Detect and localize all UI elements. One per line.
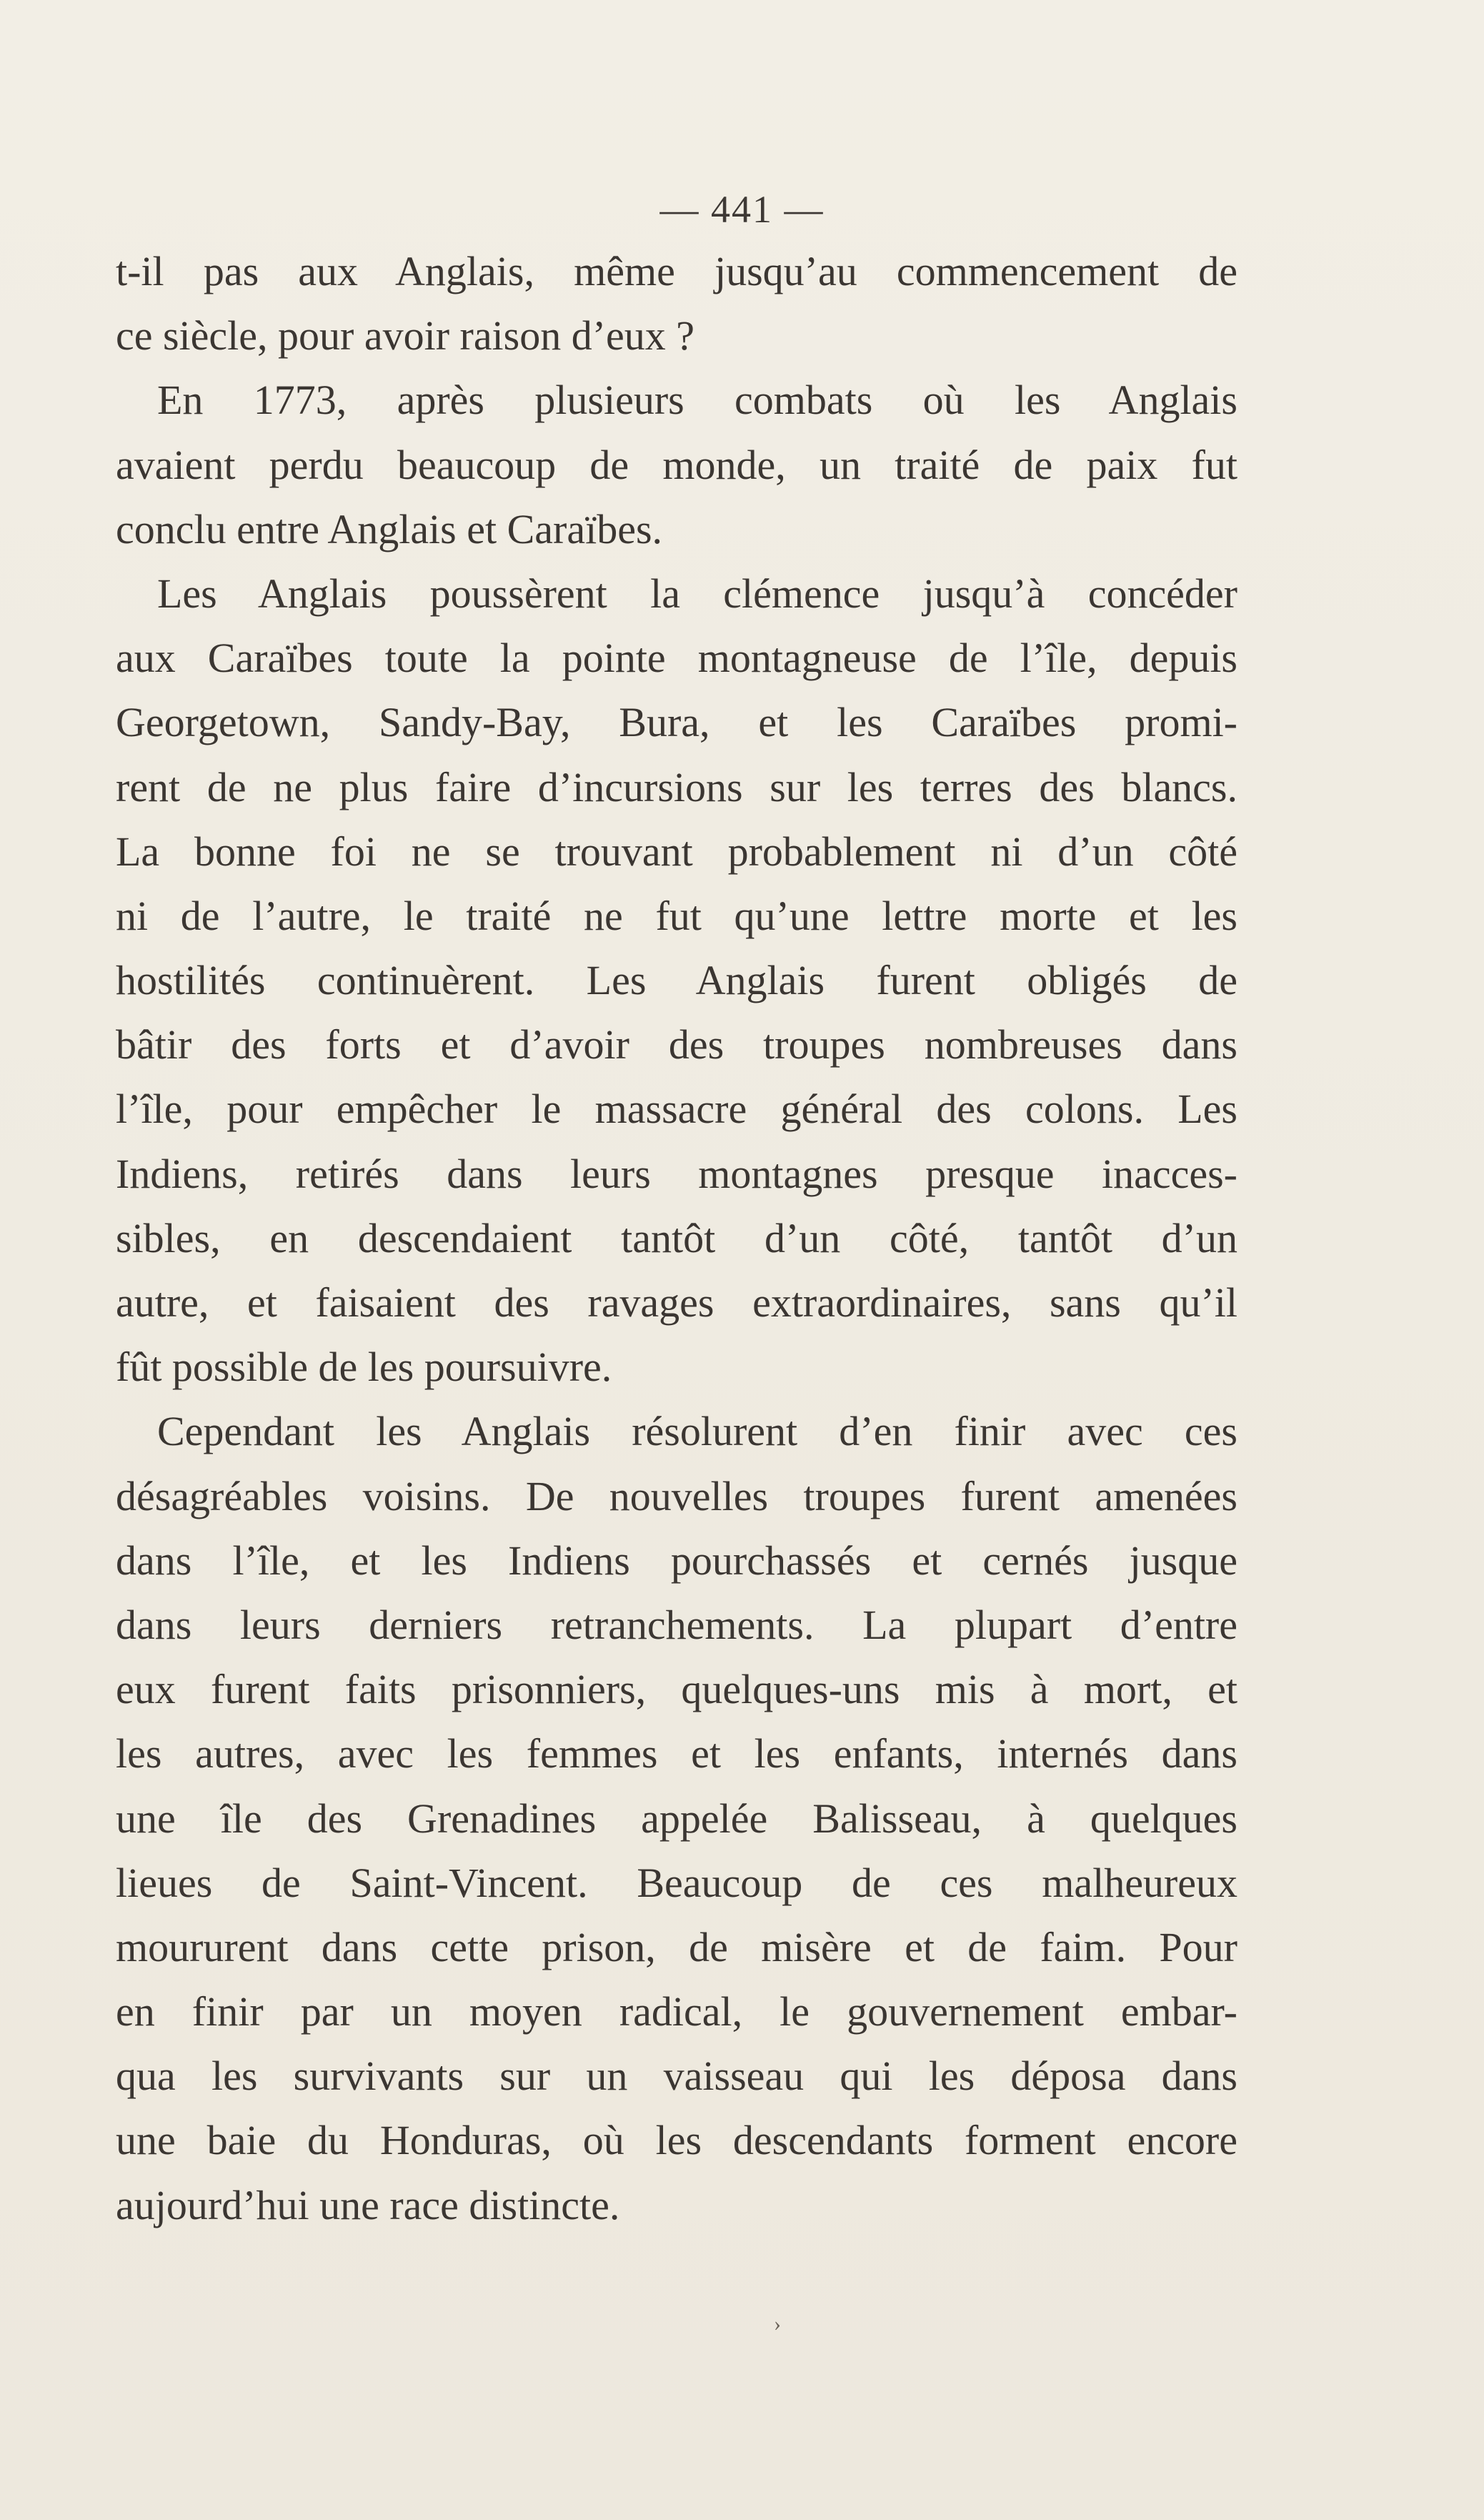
text-line: La bonne foi ne se trouvant probablement ni d’un côté bbox=[116, 828, 1238, 875]
text-line: désagréables voisins. De nouvelles troupes furent amenées bbox=[116, 1472, 1238, 1519]
text-line: eux furent faits prisonniers, quelques-uns mis à mort, et bbox=[116, 1666, 1238, 1713]
text-line: conclu entre Anglais et Caraïbes. bbox=[116, 505, 663, 552]
text-line: autre, et faisaient des ravages extraordinaires, sans qu’il bbox=[116, 1279, 1238, 1326]
text-line: dans l’île, et les Indiens pourchassés et cernés jusque bbox=[116, 1537, 1238, 1584]
text-line: qua les survivants sur un vaisseau qui les déposa dans bbox=[116, 2053, 1238, 2100]
text-line: ni de l’autre, le traité ne fut qu’une lettre morte et les bbox=[116, 892, 1238, 939]
text-line: avaient perdu beaucoup de monde, un traité de paix fut bbox=[116, 441, 1238, 488]
text-line: en finir par un moyen radical, le gouvernement embar- bbox=[116, 1988, 1238, 2035]
text-line: fût possible de les poursuivre. bbox=[116, 1344, 612, 1391]
text-line: moururent dans cette prison, de misère et de faim. Pour bbox=[116, 1923, 1238, 1970]
text-line: sibles, en descendaient tantôt d’un côté, tantôt d’un bbox=[116, 1214, 1238, 1261]
text-line: hostilités continuèrent. Les Anglais furent obligés de bbox=[116, 957, 1238, 1004]
text-line: lieues de Saint-Vincent. Beaucoup de ces malheureux bbox=[116, 1859, 1238, 1906]
text-line: ce siècle, pour avoir raison d’eux ? bbox=[116, 312, 695, 359]
text-line: En 1773, après plusieurs combats où les Anglais bbox=[157, 377, 1238, 424]
text-line: aujourd’hui une race distincte. bbox=[116, 2181, 620, 2228]
text-line: dans leurs derniers retranchements. La plupart d’entre bbox=[116, 1601, 1238, 1648]
text-line: bâtir des forts et d’avoir des troupes nombreuses dans bbox=[116, 1021, 1238, 1068]
text-line: les autres, avec les femmes et les enfants, internés dans bbox=[116, 1730, 1238, 1777]
text-line: t-il pas aux Anglais, même jusqu’au commencement de bbox=[116, 248, 1238, 294]
text-line: l’île, pour empêcher le massacre général des colons. Les bbox=[116, 1086, 1238, 1133]
text-line: une île des Grenadines appelée Balisseau, à quelques bbox=[116, 1795, 1238, 1842]
text-line: Georgetown, Sandy-Bay, Bura, et les Caraïbes promi- bbox=[116, 699, 1238, 746]
print-mark: › bbox=[774, 2312, 781, 2336]
text-line: Indiens, retirés dans leurs montagnes presque inacces- bbox=[116, 1150, 1238, 1197]
text-line: Cependant les Anglais résolurent d’en finir avec ces bbox=[157, 1408, 1238, 1455]
text-line: une baie du Honduras, où les descendants forment encore bbox=[116, 2117, 1238, 2164]
page-number: — 441 — bbox=[659, 188, 825, 231]
text-line: Les Anglais poussèrent la clémence jusqu’à concéder bbox=[157, 570, 1238, 617]
text-line: rent de ne plus faire d’incursions sur les terres des blancs. bbox=[116, 763, 1238, 810]
text-line: aux Caraïbes toute la pointe montagneuse de l’île, depuis bbox=[116, 635, 1238, 682]
body-text bbox=[116, 239, 1238, 2238]
